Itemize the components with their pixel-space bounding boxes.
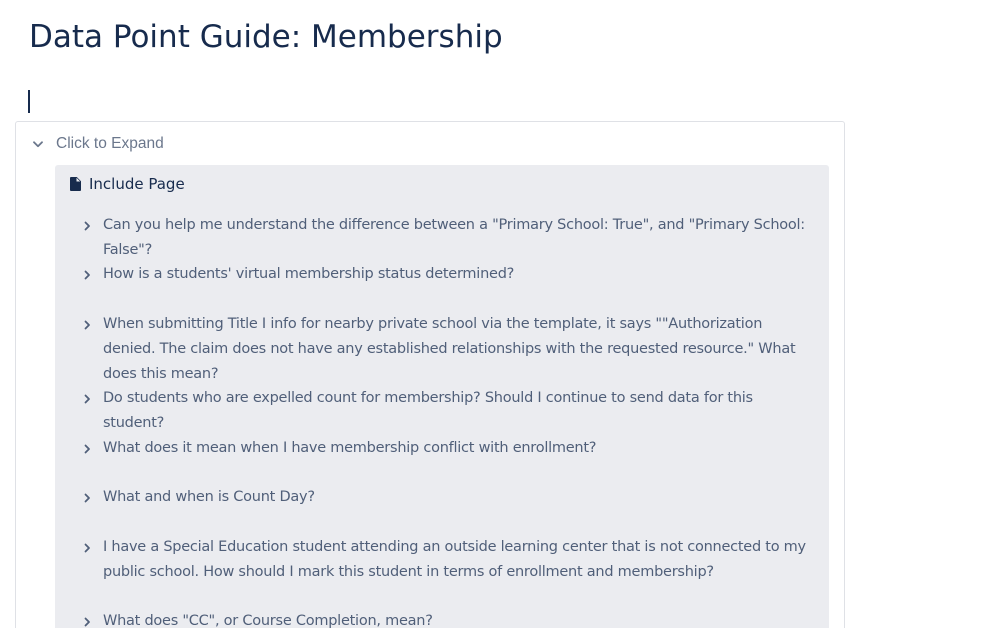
chevron-right-icon xyxy=(82,262,92,287)
text-cursor xyxy=(28,90,30,113)
chevron-right-icon xyxy=(82,535,92,560)
chevron-right-icon xyxy=(82,485,92,510)
chevron-down-icon xyxy=(32,138,44,150)
expand-panel xyxy=(15,121,845,628)
page-title: Data Point Guide: Membership xyxy=(29,19,503,55)
faq-question: Do students who are expelled count for membership? Should I continue to send data for this student? xyxy=(103,390,753,431)
include-page-title: Include Page xyxy=(89,175,185,193)
faq-item[interactable] xyxy=(82,535,812,585)
faq-question: What and when is Count Day? xyxy=(103,489,315,505)
faq-item[interactable] xyxy=(82,213,812,263)
chevron-right-icon xyxy=(82,436,92,461)
faq-item[interactable] xyxy=(82,312,812,387)
faq-question: How is a students' virtual membership status determined? xyxy=(103,266,515,282)
chevron-right-icon xyxy=(82,213,92,238)
faq-question: Can you help me understand the difference between a "Primary School: True", and "Primary School: False"? xyxy=(103,217,805,258)
faq-question: What does it mean when I have membership conflict with enrollment? xyxy=(103,440,597,456)
include-page-macro xyxy=(55,165,829,628)
faq-list xyxy=(55,165,829,628)
expand-label: Click to Expand xyxy=(56,135,164,152)
chevron-right-icon xyxy=(82,609,92,628)
expand-toggle[interactable] xyxy=(32,132,164,156)
faq-item[interactable] xyxy=(82,485,812,510)
faq-question: When submitting Title I info for nearby private school via the template, it says ""Authorization denied. The claim does not have any established relationships with the requested resource." What does this mean? xyxy=(103,316,796,382)
faq-question: What does "CC", or Course Completion, mean? xyxy=(103,613,433,628)
faq-item[interactable] xyxy=(82,436,812,461)
faq-item[interactable] xyxy=(82,386,812,436)
chevron-right-icon xyxy=(82,312,92,337)
chevron-right-icon xyxy=(82,386,92,411)
faq-item[interactable] xyxy=(82,609,812,628)
faq-question: I have a Special Education student attending an outside learning center that is not connected to my public school. How should I mark this student in terms of enrollment and membership? xyxy=(103,539,806,580)
faq-item[interactable] xyxy=(82,262,812,287)
